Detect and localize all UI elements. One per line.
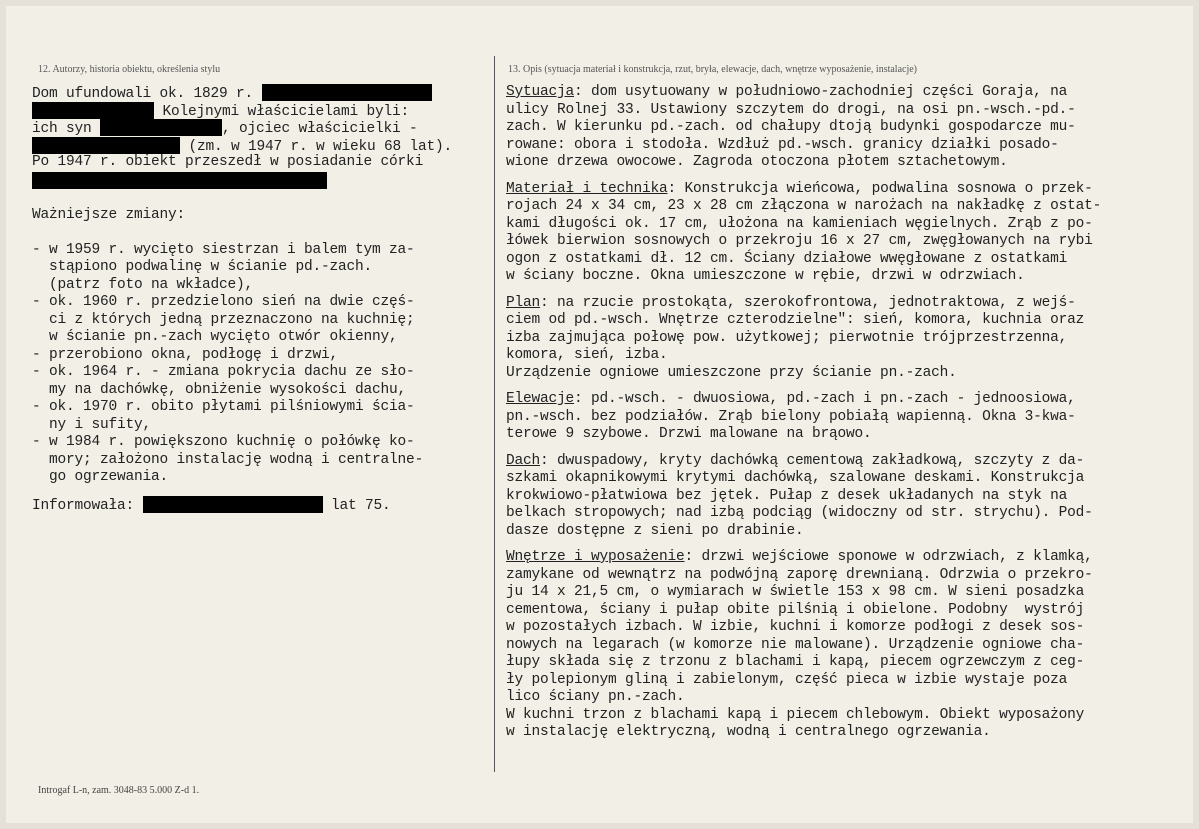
change-line: (patrz foto na wkładce), <box>32 276 254 293</box>
desc-line: belkach stropowych; nad izbą podciąg (widoczny od str. strychu). Pod- <box>506 505 1093 521</box>
history-line: (zm. w 1947 r. w wieku 68 lat). <box>32 137 490 155</box>
desc-line: krokwiowo-płatwiowa bez jętek. Pułap z desek układanych na styk na <box>506 487 1068 504</box>
desc-line: ju 14 x 21,5 cm, o wymiarach w świetle 153 x 98 cm. W sieni posadzka <box>506 584 1085 600</box>
description-column <box>506 84 1186 742</box>
change-line: ny i sufity, <box>32 416 152 433</box>
desc-line: Elewacje: pd.-wsch. - dwuosiowa, pd.-zach i pn.-zach - jednoosiowa, <box>506 391 1076 407</box>
change-line: - w 1984 r. powiększono kuchnię o połówkę ko- <box>32 434 415 450</box>
desc-line: Materiał i technika: Konstrukcja wieńcowa, podwalina sosnowa o przek- <box>506 180 1093 197</box>
change-line: w ścianie pn.-zach wycięto otwór okienny, <box>32 329 398 345</box>
desc-line: Urządzenie ogniowe umieszczone przy ścianie pn.-zach. <box>506 364 957 381</box>
right-field-label: 13. Opis (sytuacja materiał i konstrukcja, rzut, bryła, elewacje, dach, wnętrze wyposażenie, instalacje) <box>508 64 917 75</box>
desc-line: Sytuacja: dom usytuowany w południowo-zachodniej części Goraja, na <box>506 84 1068 100</box>
change-line: go ogrzewania. <box>32 469 169 485</box>
desc-line: ulicy Rolnej 33. Ustawiony szczytem do drogi, na osi pn.-wsch.-pd.- <box>506 101 1076 118</box>
section-heading-elevations: Elewacje <box>506 391 575 407</box>
desc-line: zach. W kierunku pd.-zach. od chałupy dtoją budynki gospodarcze mu- <box>506 119 1076 135</box>
redaction-bar <box>32 102 154 119</box>
desc-line: łówek bierwion sosnowych o przekroju 16 x 27 cm, zwęgłowanych na rybi <box>506 233 1093 249</box>
desc-line: rojach 24 x 34 cm, 23 x 28 cm złączona w narożach na nakładkę z ostat- <box>506 198 1102 214</box>
change-line: my na dachówkę, obniżenie wysokości dachu, <box>32 381 407 398</box>
column-divider <box>494 56 495 772</box>
section-heading-interior: Wnętrze i wyposażenie <box>506 549 685 565</box>
change-line: stąpiono podwalinę w ścianie pd.-zach. <box>32 259 373 275</box>
redaction-bar <box>32 137 180 154</box>
informant-line: Informowała: lat 75. <box>32 497 391 514</box>
change-line: - przerobiono okna, podłogę i drzwi, <box>32 346 339 363</box>
desc-line: cementowa, ściany i pułap obite pilśnią i obielone. Podobny wystrój <box>506 601 1085 618</box>
section-heading-situation: Sytuacja <box>506 84 575 100</box>
section-heading-plan: Plan <box>506 294 541 311</box>
section-heading-material: Materiał i technika <box>506 180 668 197</box>
desc-line: łupy składa się z trzonu z blachami i kapą, piecem ogrzewczym z ceg- <box>506 654 1085 670</box>
desc-line: rowane: obora i stodoła. Wzdłuż pd.-wsch. granicy działki posado- <box>506 136 1059 153</box>
desc-line: nowych na legarach (w komorze nie malowane). Urządzenie ogniowe cha- <box>506 636 1085 653</box>
desc-line: Dach: dwuspadowy, kryty dachówką cementową zakładkową, szczyty z da- <box>506 452 1085 469</box>
desc-line: terowe 9 szybowe. Drzwi malowane na brąowo. <box>506 426 872 442</box>
desc-line: ciem od pd.-wsch. Wnętrze czterodzielne": sień, komora, kuchnia oraz <box>506 312 1085 328</box>
change-line: mory; założono instalację wodną i centralne- <box>32 451 424 468</box>
change-line: - ok. 1960 r. przedzielono sień na dwie częś- <box>32 294 415 310</box>
desc-line: w instalację elektryczną, wodną i centralnego ogrzewania. <box>506 724 991 740</box>
print-footer: Introgaf L-n, zam. 3048-83 5.000 Z-d 1. <box>38 785 200 796</box>
desc-line: dasze dostępne z sieni po drabinie. <box>506 522 804 539</box>
desc-line: w pozostałych izbach. W izbie, kuchni i komorze podłogi z desek sos- <box>506 619 1085 635</box>
left-field-label: 12. Autorzy, historia obiektu, określenia stylu <box>38 64 221 75</box>
history-column <box>32 84 490 513</box>
desc-line: lico ściany pn.-zach. <box>506 689 685 705</box>
change-line: - ok. 1970 r. obito płytami pilśniowymi ścia- <box>32 399 415 415</box>
change-line: - ok. 1964 r. - zmiana pokrycia dachu ze sło- <box>32 364 415 380</box>
desc-line: Wnętrze i wyposażenie: drzwi wejściowe sponowe w odrzwiach, z klamką, <box>506 549 1093 565</box>
desc-line: kami długości ok. 17 cm, ułożona na kamieniach węgielnych. Zrąb z po- <box>506 215 1093 232</box>
change-line: ci z których jedną przeznaczono na kuchnię; <box>32 311 415 328</box>
desc-line: komora, sień, izba. <box>506 347 668 363</box>
history-line: Dom ufundowali ok. 1829 r. <box>32 84 490 102</box>
redaction-bar <box>262 84 432 101</box>
desc-line: szkami okapnikowymi krytymi dachówką, szalowane deskami. Konstrukcja <box>506 470 1085 486</box>
changes-title: Ważniejsze zmiany: <box>32 206 186 223</box>
change-line: - w 1959 r. wycięto siestrzan i balem tym za- <box>32 241 415 258</box>
desc-line: izba zajmująca połowę pow. użytkowej; pierwotnie trójprzestrzenna, <box>506 329 1068 346</box>
history-line: ich syn , ojciec właścicielki - <box>32 121 418 137</box>
history-line <box>32 172 490 190</box>
desc-line: W kuchni trzon z blachami kapą i piecem chlebowym. Obiekt wyposażony <box>506 706 1085 723</box>
desc-line: ogon z ostatkami dł. 12 cm. Ściany działowe wwęgłowane z ostatkami <box>506 250 1068 267</box>
desc-line: pn.-wsch. bez podziałów. Zrąb bielony pobiałą wapienną. Okna 3-kwa- <box>506 408 1076 425</box>
history-line: Po 1947 r. obiekt przeszedł w posiadanie córki <box>32 154 424 170</box>
desc-line: zamykane od wewnątrz na podwójną zaporę drewnianą. Odrzwia o przekro- <box>506 566 1093 583</box>
redaction-bar <box>143 496 323 513</box>
desc-line: w ściany boczne. Okna umieszczone w rębie, drzwi w odrzwiach. <box>506 268 1025 284</box>
section-heading-roof: Dach <box>506 452 541 469</box>
redaction-bar <box>100 119 222 136</box>
history-line: Kolejnymi właścicielami byli: <box>32 102 490 120</box>
desc-line: wione drzewa owocowe. Zagroda otoczona płotem sztachetowym. <box>506 154 1008 170</box>
desc-line: ły polepionym gliną i zabielonym, część pieca w izbie wystaje poza <box>506 671 1068 688</box>
redaction-bar <box>32 172 327 189</box>
desc-line: Plan: na rzucie prostokąta, szerokofrontowa, jednotraktowa, z wejś- <box>506 294 1076 311</box>
